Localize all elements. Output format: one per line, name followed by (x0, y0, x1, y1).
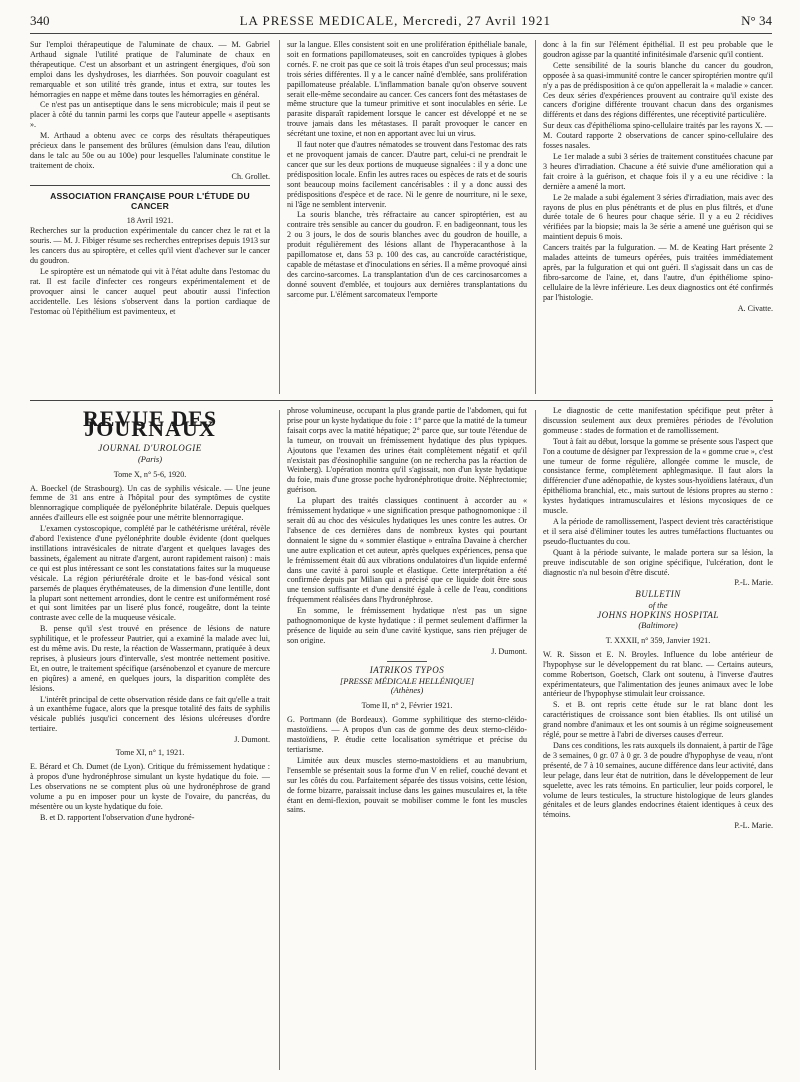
paragraph: Limitée aux deux muscles sterno-mastoïdiens et au manubrium, l'ensemble se présentait sous la forme d'un V en relief, couché devant et sur les côtés du cou. Parfaitement séparée des tissus voisins, cette lésion, de forme bizarre, paraissait incluse dans les gaines musculaires et, la tête étant en demi-flexion, pouvait se mobiliser comme le font les muscles sains. (287, 755, 527, 815)
divider (387, 661, 427, 662)
paragraph: donc à la fin sur l'élément épithélial. Il est peu probable que le goudron agisse par la quantité infinitésimale d'arsenic qu'il contient. (543, 40, 773, 59)
paragraph: B. et D. rapportent l'observation d'une hydroné- (40, 812, 195, 822)
journal-tome: Tome X, n° 5-6, 1920. (113, 469, 187, 479)
article-portmann: G. Portmann (de Bordeaux). Gomme syphilitique des sterno-cléido-mastoïdiens. — A propos d'un cas de gomme des deux sterno-cléido-mastoïdiens, P. étudie cette localisation symétrique et précise du tertiarisme. (287, 715, 527, 754)
journal-tome: Tome XI, n° 1, 1921. (115, 748, 185, 758)
top-column-3 (543, 40, 773, 394)
paragraph: Le diagnostic de cette manifestation spécifique peut prêter à discussion seulement aux deux premières périodes de l'évolution gommeuse : stades de formation et de ramollissement. (543, 406, 773, 435)
bottom-column-1 (30, 406, 270, 1070)
paragraph: phrose volumineuse, occupant la plus grande partie de l'abdomen, qui fut prise pour un kyste hydatique du foie : 1° parce que la matité de la tumeur faisait corps avec la matité hépatique; 2° parce que, sur toute l'étendue de la tumeur, on trouvait un frémissement hydatique des plus typiques. Ajoutons que l'examen des urines était complètement négatif et qu'il n'existait pas d'éosinophilie sanguine (on ne rechercha pas la réaction de Weinberg). L'opération montra qu'il s'agissait, non d'un kyste hydatique du foie, mais d'une grosse poche hydronéphrotique droite. Néphrectomie; guérison. (287, 406, 527, 495)
paragraph: Tout à fait au début, lorsque la gomme se présente sous l'aspect que l'on a coutume de désigner par l'expression de la « gomme crue », c'est une tumeur de forme régulière, allongée comme le muscle, de consistance ferme, complètement aphlegmasique. Il faut alors la différencier d'une adénopathie, de kystes sous-hyoïdiens latéraux, d'un épithélioma branchial, etc., mais surtout de lésions propres au sterno : kystes hydatiques intramusculaires et lésions mycosiques de ce muscle. (543, 436, 773, 516)
top-column-1 (30, 40, 270, 394)
revue-des-journaux-title: REVUE DES JOURNAUX (82, 406, 218, 441)
divider (30, 185, 270, 186)
signature: J. Dumont. (234, 735, 270, 745)
column-divider (535, 40, 536, 394)
journal-tome: Tome II, n° 2, Février 1921. (361, 701, 453, 711)
section-date: 18 Avril 1921. (126, 215, 174, 225)
journal-of: of the (648, 600, 668, 611)
article-boeckel: A. Boeckel (de Strasbourg). Un cas de syphilis vésicale. — Une jeune femme de 31 ans entre à l'hôpital pour des symptômes de cystite blennorragique compliquée de pyélonéphrite bilatérale. Depuis quelques années d'ailleurs elle est soignée pour une métrite blennorragique. (30, 483, 270, 523)
paragraph: S. et B. ont repris cette étude sur le rat blanc dont les caractéristiques de croissance sont bien établies. Ils ont utilisé un grand nombre d'animaux et les ont soumis à un régime soigneusement réglé, pour se mettre à l'abri de diverses causes d'erreur. (543, 700, 773, 740)
top-column-2 (287, 40, 527, 394)
journal-title: IATRIKOS TYPOS (369, 664, 445, 675)
journal-city: (Baltimore) (638, 620, 678, 631)
article-sisson: W. R. Sisson et E. N. Broyles. Influence du lobe antérieur de l'hypophyse sur le développement du rat blanc. — Certains auteurs, comme Robertson, Goetsch, Clark ont soutenu, à l'inverse d'autres expérimentateurs, que l'alimentation des jeunes animaux avec le lobe antérieur de l'hypophyse stimulait leur croissance. (543, 649, 773, 699)
article-aluminate: Sur l'emploi thérapeutique de l'aluminate de chaux. — M. Gabriel Arthaud signale l'utilité pratique de l'aluminate de chaux en thérapeutique. C'est un absorbant et un astringent énergiques, d'où son emploi dans les dyshydroses, les diarrhées. Son pouvoir coagulant est remarquable et son utilité très grande, intus et extra, sur toutes les hémorragies en nappe et même dans toutes les hémorragies en général. (30, 40, 270, 99)
paragraph: La souris blanche, très réfractaire au cancer spiroptérien, est au contraire très sensible au cancer du goudron. F. en badigeonnant, tous les 2 ou 3 jours, le dos de souris blanches avec du goudron de houille, a produit régulièrement des lésions allant de l'hyperacanthose à la papillomatose et, dans 53 p. 100 des cas, au cancroïde caractéristique, capable de métastase et d'inoculations en séries. Il a même provoqué ainsi des carcino-sarcomes. La transplantation d'un de ces carcinosarcomes a donné souvent d'emblée, et toujours aux dernières transplantations du sarcome pur. L'élément sarcomateux l'emporte (287, 210, 527, 299)
signature: J. Dumont. (491, 646, 527, 656)
journal-city: (Paris) (137, 453, 163, 464)
article-fibiger: Recherches sur la production expérimentale du cancer chez le rat et la souris. — M. J. Fibiger résume ses recherches entreprises depuis 1913 sur les cancers dus au spiroptère, et celles qu'il vient d'achever sur le cancer du goudron. (30, 226, 270, 266)
signature: Ch. Grollet. (231, 171, 270, 181)
signature: P.-L. Marie. (734, 821, 773, 831)
bottom-column-3 (543, 406, 773, 1070)
paragraph: B. pense qu'il s'est trouvé en présence de lésions de nature syphilitique, et le professeur Pautrier, qui a examiné la malade avec lui, est du même avis. Du reste, la réaction de Wassermann, pratiquée à deux reprises, à plusieurs jours d'intervalle, s'est montrée nettement positive. Et, en outre, le traitement spécifique (arsénobenzol et cyanure de mercure en piqûres) a amené, en quelques jours, la disparition complète des lésions. (30, 624, 270, 693)
paragraph: La plupart des traités classiques continuent à accorder au « frémissement hydatique » une signification presque pathognomonique : il serait dû au choc des vésicules hydatiques les unes contre les autres. Or l'absence de ces dernières dans de nombreux kystes qui pourtant donnaient le signe du « sommier élastique » entraîna Davaine à chercher une autre explication et cet auteur, après quelques expériences, pensa que le frémissement était dû aux vibrations ondulatoires d'un liquide enfermé dans une cavité à paroi souple et élastique. Cette interprétation a été confirmée depuis par Milian qui a précisé que ce liquide doit être sous une tension suffisante et d'une densité égale à celle de l'eau, conditions fréquemment réalisées dans l'hydronéphrose. (287, 496, 527, 605)
paragraph: Ce n'est pas un antiseptique dans le sens microbicule; mais il peut se placer à côté du tannin parmi les corps que l'auteur appelle « aseptisants ». (30, 100, 270, 130)
issue-number: N° 34 (741, 13, 772, 28)
paragraph: Quant à la période suivante, le malade portera sur sa lésion, la preuve indiscutable de son origine spécifique, l'ulcération, dont le diagnostic n'a nul besoin d'être discuté. (543, 547, 773, 577)
page-number: 340 (30, 13, 50, 28)
paragraph: Le 2e malade a subi également 3 séries d'irradiation, mais avec des rayons de plus en plus pénétrants et de plus en plus filtrés, et d'une durée totale de 6 heures pour chaque série. Il y a eu 2 récidives vérifiées par la biopsie; mais la 3e série a amené une guérison qui se maintient depuis 6 mois. (543, 192, 773, 242)
paragraph: Il faut noter que d'autres nématodes se trouvent dans l'estomac des rats et ne provoquent jamais de cancer. D'autre part, celui-ci ne prendrait le cancer que sur les deux portions de muqueuse signalées : il y a donc une prédisposition locale. Enfin les autres races ou espèces de rats et de souris sont beaucoup moins facilement cancérisables : il y a donc aussi des prédispositions d'espèce et de race. Ni le genre de nourriture, ni le sexe, ni l'âge ne semblent intervenir. (287, 140, 527, 209)
section-heading: ASSOCIATION FRANÇAISE POUR L'ÉTUDE DU CANCER (50, 190, 250, 211)
column-divider (279, 40, 280, 394)
article-coutard: Sur deux cas d'épithélioma spino-cellulaire traités par les rayons X. — M. Coutard rapporte 2 observations de cancer spino-cellulaire des fosses nasales. (543, 121, 773, 151)
section-divider (30, 400, 773, 401)
journal-city: (Athènes) (390, 685, 424, 696)
journal-title: BULLETIN (635, 589, 681, 600)
journal-tome: T. XXXII, n° 359, Janvier 1921. (605, 635, 711, 645)
article-berard: E. Bérard et Ch. Dumet (de Lyon). Critique du frémissement hydatique : à propos d'une hydronéphrose simulant un kyste hydatique du foie. — Les observations ne se comptent plus où une hydronéphrose de grand volume a pu en imposer pour un kyste de l'ovaire, du pancréas, du mésentère ou un kyste hydatique du foie. (30, 762, 270, 811)
paragraph: L'intérêt principal de cette observation réside dans ce fait qu'elle a trait à un exanthème fugace, alors que la presque totalité des faits de syphilis vésicale publiés jusqu'ici concernent des lésions ulcéreuses d'ordre tertiaire. (30, 694, 270, 734)
journal-header-title: LA PRESSE MEDICALE, Mercredi, 27 Avril 1921 (239, 13, 552, 28)
page-header (30, 12, 772, 34)
paragraph: L'examen cystoscopique, complété par le cathétérisme urétéral, révèle d'abord l'existence d'une pyélonéphrite double évidente (dont quelques instillations intravésicales de nitrate d'argent et quelques lavages des bassinets, également au nitrate d'argent, auront rapidement raison) : mais ce qui est plus intéressant ce sont les constatations faites sur la muqueuse vésicale. La région périurétérale droite et le bas-fond vésical sont parsemés de plaques érythémateuses, de la dimension d'une lentille, dont la plupart sont nettement arrondies, dont le centre est uniformément rosé et qui sont limitées par un liseré plus foncé, rougeâtre, dont la teinte contraste avec celle de la muqueuse vésicale. (30, 524, 270, 623)
signature: P.-L. Marie. (734, 578, 773, 588)
article-keating-hart: Cancers traités par la fulguration. — M. de Keating Hart présente 2 malades atteints de tumeurs opérées, puis traitées immédiatement après, par la fulguration et qui ont guéri. Il s'agissait dans un cas de fibro-sarcome de l'aine, et, dans l'autre, d'un épithéliome spino-cellulaire de la lèvre inférieure. Les deux diagnostics ont été confirmés par l'histologie. (543, 243, 773, 302)
paragraph: En somme, le frémissement hydatique n'est pas un signe pathognomonique de kyste hydatique : il permet seulement d'affirmer la présence de liquide au sein d'une cavité kystique, sans rien préjuger de son origine. (287, 606, 527, 645)
column-divider (279, 410, 280, 1070)
journal-subtitle: [PRESSE MÉDICALE HELLÉNIQUE] (339, 675, 475, 686)
paragraph: sur la langue. Elles consistent soit en une prolifération épithéliale banale, soit en formations papillomateuses, soit en cancroïdes typiques à globes cornés. F. ne croit pas que ce soit là trois étapes d'un seul processus; mais trois séries différentes. Il y a le cancer naîné d'emblée, sans prolifération papillomateuse préalable. L'inflammation banale qu'on observe souvent serait elle-même secondaire au cancer. Ces cancers font des métastases de même structure que la tumeur primitive et sont inoculables en série. Le parasite disparaît rapidement lorsque le cancer est développé et ne se trouve jamais dans les métastases. Il paraît provoquer le cancer en sécrétant une toxine, et non en apportant avec lui un virus. (287, 40, 527, 139)
paragraph: A la période de ramollissement, l'aspect devient très caractéristique et il sera aisé d'éliminer toutes les autres tuméfactions fluctuantes ou pseudo-fluctuantes du cou. (543, 516, 773, 546)
paragraph: Dans ces conditions, les rats auxquels ils donnaient, à partir de l'âge de 3 semaines, 0 gr. 07 à 0 gr. 3 de poudre d'hypophyse de veau, n'ont présenté, de 7 à 10 semaines, aucune différence dans leur activité, dans leur pelage, dans leur état de nutrition, dans le développement de leur squelette, avec les rats témoins. En particulier, leur poids corporel, le volume de leurs testicules, la structure histologique de leurs glandes génitales et de leurs glandes endocrines étaient identiques à ceux des témoins. (543, 741, 773, 820)
paragraph: Cette sensibilité de la souris blanche du cancer du goudron, opposée à sa quasi-immunité contre le cancer spiroptérien montre qu'il n'y a pas de prédisposition à ce qu'on appellerait la « maladie » cancer. Ces deux séries d'expériences prouvent au contraire qu'il existe des cancers d'origine différente trouvant chacun dans des organismes différents et dans des régions différentes, une réceptivité particulière. (543, 60, 773, 120)
journal-title: JOURNAL D'UROLOGIE (98, 442, 202, 453)
paragraph: M. Arthaud a obtenu avec ce corps des résultats thérapeutiques précieux dans le pansement des brûlures (émulsion dans l'eau, dilution dans le talc au 50e ou au 100e) pour lesquelles l'aluminate constitue le traitement de choix. (30, 131, 270, 170)
signature: A. Civatte. (737, 303, 773, 313)
paragraph: Le 1er malade a subi 3 séries de traitement constituées chacune par 3 heures d'irradiation. Chacune a été suivie d'une amélioration qui a fait croire à la guérison, et chaque fois il y a eu une récidive : la dernière a amené la mort. (543, 151, 773, 191)
column-divider (535, 410, 536, 1070)
bottom-column-2 (287, 406, 527, 1070)
paragraph: Le spiroptère est un nématode qui vit à l'état adulte dans l'estomac du rat. Il est facile d'infecter ces rongeurs expérimentalement et de provoquer ainsi le cancer auquel peut aboutir aussi l'infection accidentelle. Les lésions s'observent dans la portion cardiaque de l'estomac où l'épithélium est pavimenteux, et (30, 267, 270, 316)
journal-name: JOHNS HOPKINS HOSPITAL (597, 610, 719, 621)
